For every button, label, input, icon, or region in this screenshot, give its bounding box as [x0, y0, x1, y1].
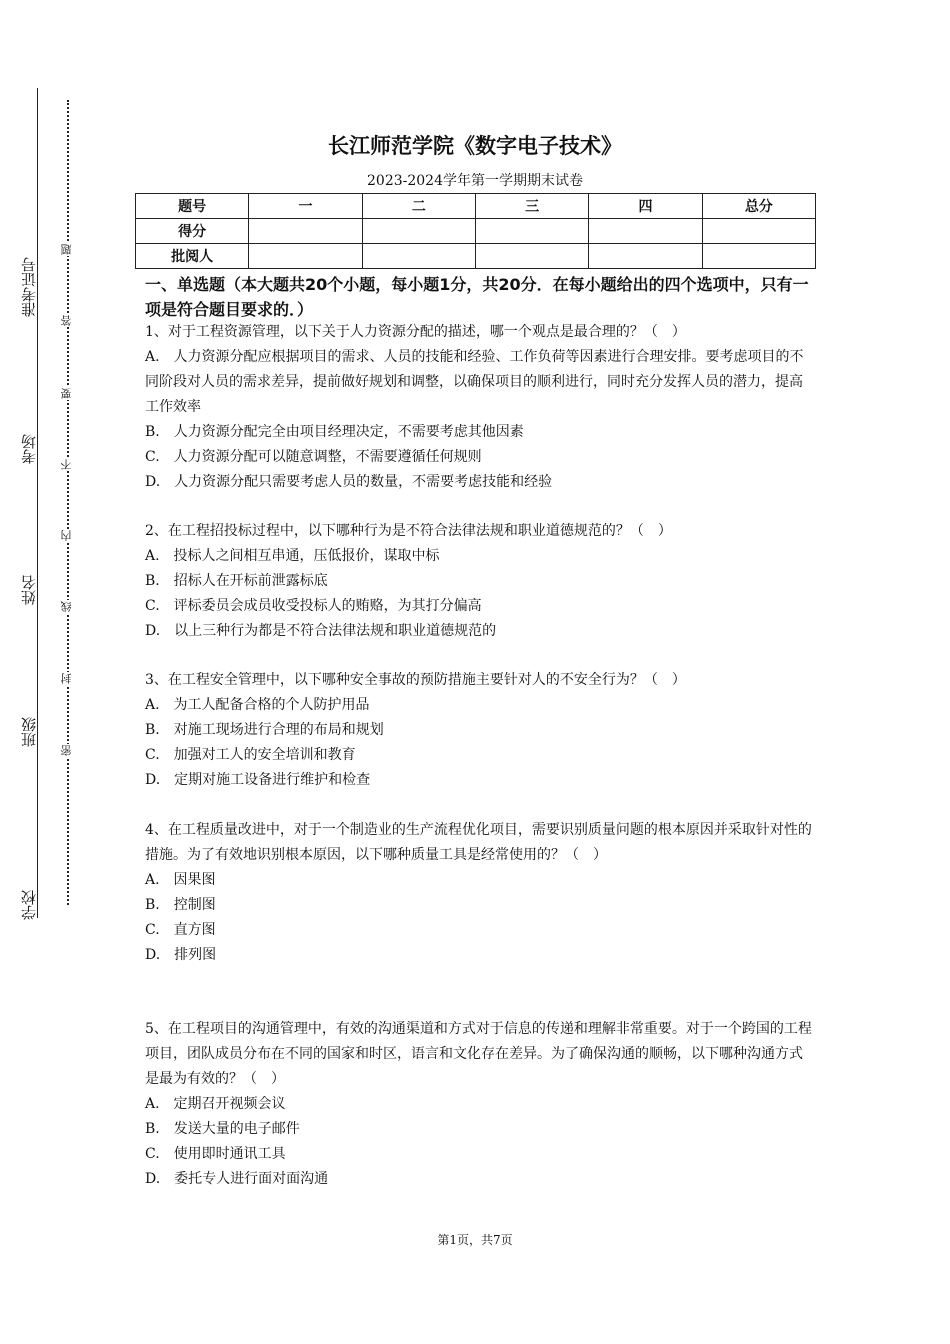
question-text: 1、对于工程资源管理，以下关于人力资源分配的描述，哪一个观点是最合理的？（ ）: [145, 324, 686, 340]
option-b: B. 控制图: [145, 897, 216, 913]
score-cell: [249, 219, 362, 244]
seal-char: 要: [60, 388, 73, 399]
question-text: 2、在工程招投标过程中，以下哪种行为是不符合法律法规和职业道德规范的？（ ）: [145, 523, 672, 539]
seal-dotted-line: [67, 100, 69, 905]
score-cell: [589, 219, 702, 244]
row-label-cell: 得分: [136, 219, 249, 244]
seal-char: 答: [60, 315, 73, 326]
grader-row: [136, 244, 816, 269]
score-cell: [702, 219, 815, 244]
option-c: C. 直方图: [145, 922, 216, 938]
option-a: A. 定期召开视频会议: [145, 1096, 286, 1112]
question-3: [145, 668, 815, 793]
binding-line: [37, 88, 38, 918]
option-d: D. 人力资源分配只需要考虑人员的数量，不需要考虑技能和经验: [145, 474, 553, 490]
header-cell: 二: [362, 194, 475, 219]
score-table-header-row: [136, 194, 816, 219]
name-label: 姓名: [20, 575, 38, 605]
school-label: 学校: [20, 890, 38, 920]
option-d: D. 定期对施工设备进行维护和检查: [145, 772, 371, 788]
seal-char: 封: [60, 673, 73, 684]
question-2: [145, 519, 815, 644]
grader-cell: [702, 244, 815, 269]
score-cell: [362, 219, 475, 244]
option-b: B. 招标人在开标前泄露标底: [145, 573, 328, 589]
exam-subtitle: 2023-2024学年第一学期期末试卷: [367, 173, 583, 189]
option-c: C. 加强对工人的安全培训和教育: [145, 747, 356, 763]
option-d: D. 委托专人进行面对面沟通: [145, 1171, 329, 1187]
option-d: D. 以上三种行为都是不符合法律法规和职业道德规范的: [145, 623, 497, 639]
binding-margin: [0, 0, 80, 1344]
option-b: B. 对施工现场进行合理的布局和规划: [145, 722, 384, 738]
page-number: 第1页，共7页: [437, 1233, 513, 1247]
question-text: 4、在工程质量改进中，对于一个制造业的生产流程优化项目，需要识别质量问题的根本原因并采取针对性的措施。为了有效地识别根本原因，以下哪种质量工具是经常使用的？（ ）: [145, 822, 812, 863]
seal-char: 密: [60, 745, 73, 756]
question-text: 5、在工程项目的沟通管理中，有效的沟通渠道和方式对于信息的传递和理解非常重要。对于一个跨国的工程项目，团队成员分布在不同的国家和时区，语言和文化存在差异。为了确保沟通的顺畅，以下哪种沟通方式是最为有效的？（ ）: [145, 1021, 812, 1087]
question-4: [145, 818, 815, 968]
seal-char: 内: [60, 530, 73, 541]
option-d: D. 排列图: [145, 947, 217, 963]
header-cell: 题号: [136, 194, 249, 219]
question-text: 3、在工程安全管理中，以下哪种安全事故的预防措施主要针对人的不安全行为？（ ）: [145, 672, 686, 688]
class-label: 班级: [20, 717, 38, 747]
exam-title: 长江师范学院《数字电子技术》: [328, 134, 622, 158]
seal-char: 题: [60, 244, 73, 255]
score-cell: [475, 219, 588, 244]
option-b: B. 发送大量的电子邮件: [145, 1121, 300, 1137]
option-a: A. 为工人配备合格的个人防护用品: [145, 697, 370, 713]
score-table: [135, 193, 816, 269]
grader-cell: [362, 244, 475, 269]
seal-char: 线: [60, 601, 73, 612]
grader-cell: [475, 244, 588, 269]
option-a: A. 因果图: [145, 872, 216, 888]
question-1: [145, 320, 815, 495]
row-label-cell: 批阅人: [136, 244, 249, 269]
grader-cell: [589, 244, 702, 269]
grader-cell: [249, 244, 362, 269]
option-c: C. 使用即时通讯工具: [145, 1146, 286, 1162]
option-c: C. 人力资源分配可以随意调整，不需要遵循任何规则: [145, 449, 482, 465]
score-row: [136, 219, 816, 244]
header-cell: 一: [249, 194, 362, 219]
exam-number-label: 准考证号: [20, 257, 38, 317]
seal-char: 不: [60, 459, 73, 470]
header-cell: 四: [589, 194, 702, 219]
question-5: [145, 1017, 815, 1192]
option-c: C. 评标委员会成员收受投标人的贿赂，为其打分偏高: [145, 598, 482, 614]
option-b: B. 人力资源分配完全由项目经理决定，不需要考虑其他因素: [145, 424, 524, 440]
option-a: A. 人力资源分配应根据项目的需求、人员的技能和经验、工作负荷等因素进行合理安排。要考虑项目的不同阶段对人员的需求差异，提前做好规划和调整，以确保项目的顺利进行，同时充分发挥人员的潜力，提高工作效率: [145, 349, 804, 415]
header-cell: 总分: [702, 194, 815, 219]
option-a: A. 投标人之间相互串通，压低报价，谋取中标: [145, 548, 440, 564]
header-cell: 三: [475, 194, 588, 219]
section-heading: 一、单选题（本大题共20个小题，每小题1分，共20分．在每小题给出的四个选项中，只有一项是符合题目要求的．）: [145, 275, 809, 319]
exam-room-label: 考场: [20, 434, 38, 464]
